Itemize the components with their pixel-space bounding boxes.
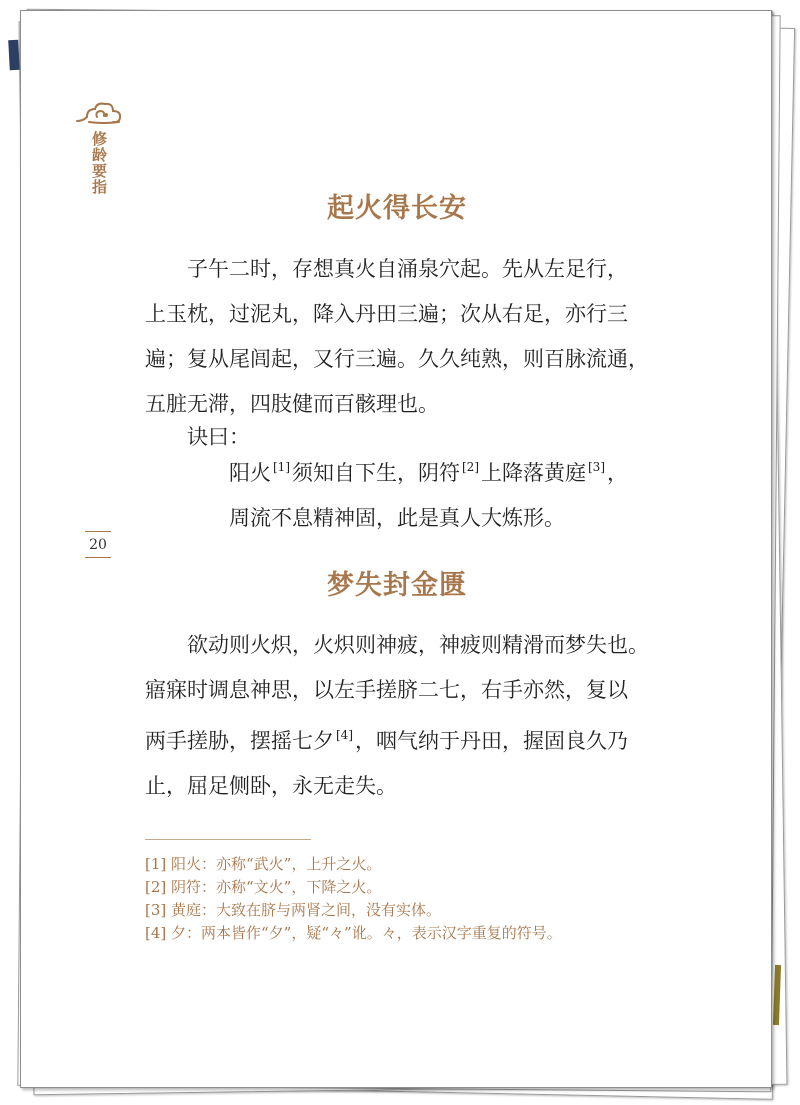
footnote-ref-1[interactable]: [1] — [273, 460, 290, 474]
verse-block — [229, 445, 628, 541]
paragraph-line: 上玉枕，过泥丸，降入丹田三遍；次从右足，亦行三 — [145, 302, 628, 326]
paragraph-line: 寤寐时调息神思，以左手搓脐二七，右手亦然，复以 — [145, 678, 628, 702]
page-number — [85, 531, 111, 558]
paragraph-line: 两手搓胁，摆摇七夕 [4]，咽气纳于丹田，握固良久乃 — [145, 728, 628, 753]
paragraph-line: 止，屈足侧卧，永无走失。 — [145, 774, 397, 798]
verse-line-2: 周流不息精神固，此是真人大炼形。 — [229, 506, 565, 530]
book-cover-edge — [8, 40, 20, 70]
footnote-divider — [145, 839, 311, 840]
footnote-3: [3] 黄庭：大致在脐与两肾之间，没有实体。 — [145, 901, 442, 919]
footnote-1: [1] 阳火：亦称“武火”，上升之火。 — [145, 855, 382, 873]
book-side-title: 修龄要指 — [90, 131, 108, 195]
section-title-2: 梦失封金匮 — [327, 570, 467, 601]
section-1-paragraph — [145, 247, 665, 427]
verse-intro-label: 诀曰： — [187, 425, 250, 449]
footnote-ref-4[interactable]: [4] — [336, 728, 353, 742]
auspicious-cloud-icon — [73, 99, 125, 127]
verse-line-1: 阳火 [1]须知自下生，阴符 [2]上降落黄庭 [3]， — [229, 460, 628, 485]
footnote-4: [4] 夕：两本皆作“夕”，疑“々”讹。々，表示汉字重复的符号。 — [145, 924, 562, 942]
footnote-2: [2] 阴符：亦称“文火”，下降之火。 — [145, 878, 382, 896]
page-number-text: 20 — [89, 537, 107, 553]
book-page — [20, 10, 772, 1088]
page-number-rule-bottom — [85, 557, 111, 558]
section-title-1: 起火得长安 — [327, 193, 467, 224]
paragraph-line: 子午二时，存想真火自涌泉穴起。先从左足行， — [187, 257, 628, 281]
section-2-paragraph — [145, 623, 665, 809]
paragraph-line: 遍；复从尾闾起，又行三遍。久久纯熟，则百脉流通， — [145, 347, 649, 371]
paragraph-line: 欲动则火炽，火炽则神疲，神疲则精滑而梦失也。 — [187, 633, 649, 657]
footnote-ref-3[interactable]: [3] — [588, 460, 605, 474]
footnote-ref-2[interactable]: [2] — [462, 460, 479, 474]
paragraph-line: 五脏无滞，四肢健而百骸理也。 — [145, 392, 439, 416]
footnotes — [145, 853, 562, 945]
